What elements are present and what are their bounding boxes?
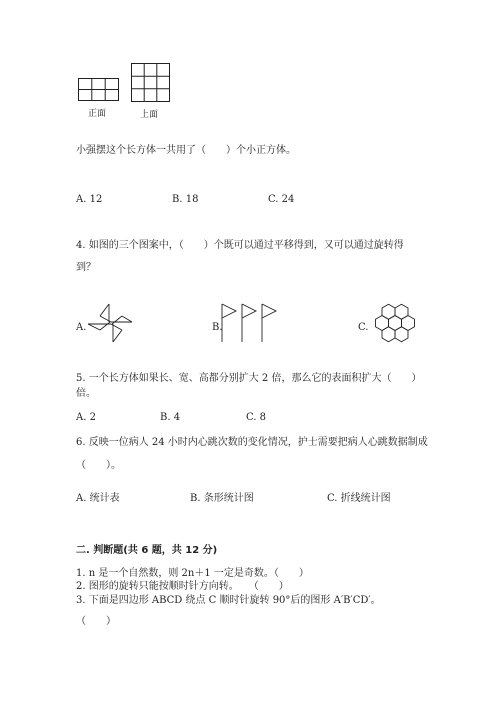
option-a: A. 12 <box>76 194 103 205</box>
q5-option-c: C. 8 <box>246 412 267 423</box>
q6-option-a: A. 统计表 <box>76 493 120 504</box>
question-blocks-text: 小强摆这个长方体一共用了（ ）个小正方体。 <box>76 145 296 156</box>
front-view-figure <box>78 78 120 102</box>
hexagon-cell <box>382 304 395 319</box>
section-2-heading: 二. 判断题(共 6 题，共 12 分) <box>76 545 218 556</box>
hexagons-figure <box>367 300 423 346</box>
flags-figure <box>218 300 282 344</box>
question-5-line2: 倍。 <box>76 388 96 399</box>
hexagon-cell <box>395 304 408 319</box>
judge-item-3-blank: （ ） <box>76 616 116 627</box>
option-b-label: B. <box>212 322 223 333</box>
judge-item-2: 2. 图形的旋转只能按顺时针方向转。 （ ） <box>76 581 289 592</box>
question-5-line1: 5. 一个长方体如果长、宽、高都分别扩大 2 倍，那么它的表面积扩大（ ） <box>76 373 422 384</box>
judge-item-3: 3. 下面是四边形 ABCD 绕点 C 顺时针旋转 90°后的图形 A′B′CD′。 <box>76 595 381 606</box>
top-view-figure <box>131 63 171 103</box>
question-6-line2: （ ）。 <box>76 460 121 471</box>
option-c-label: C. <box>358 322 369 333</box>
question-4-line2: 到？ <box>76 262 96 273</box>
q5-option-b: B. 4 <box>160 412 181 423</box>
pinwheel-figure <box>86 302 136 344</box>
option-b: B. 18 <box>172 194 199 205</box>
top-view-label: 上面 <box>140 110 159 120</box>
option-c: C. 24 <box>268 194 295 205</box>
hexagon-cell <box>395 327 408 342</box>
q5-option-a: A. 2 <box>76 412 96 423</box>
q6-option-b: B. 条形统计图 <box>190 493 254 504</box>
front-view-label: 正面 <box>88 109 107 119</box>
question-4-line1: 4. 如图的三个图案中，（ ）个既可以通过平移得到，又可以通过旋转得 <box>76 240 404 251</box>
hexagon-cell <box>382 327 395 342</box>
option-a-label: A. <box>76 322 87 333</box>
q6-option-c: C. 折线统计图 <box>327 493 391 504</box>
judge-item-1: 1. n 是一个自然数，则 2n＋1 一定是奇数。（ ） <box>76 568 309 579</box>
question-6-line1: 6. 反映一位病人 24 小时内心跳次数的变化情况，护士需要把病人心跳数据制成 <box>76 437 428 448</box>
